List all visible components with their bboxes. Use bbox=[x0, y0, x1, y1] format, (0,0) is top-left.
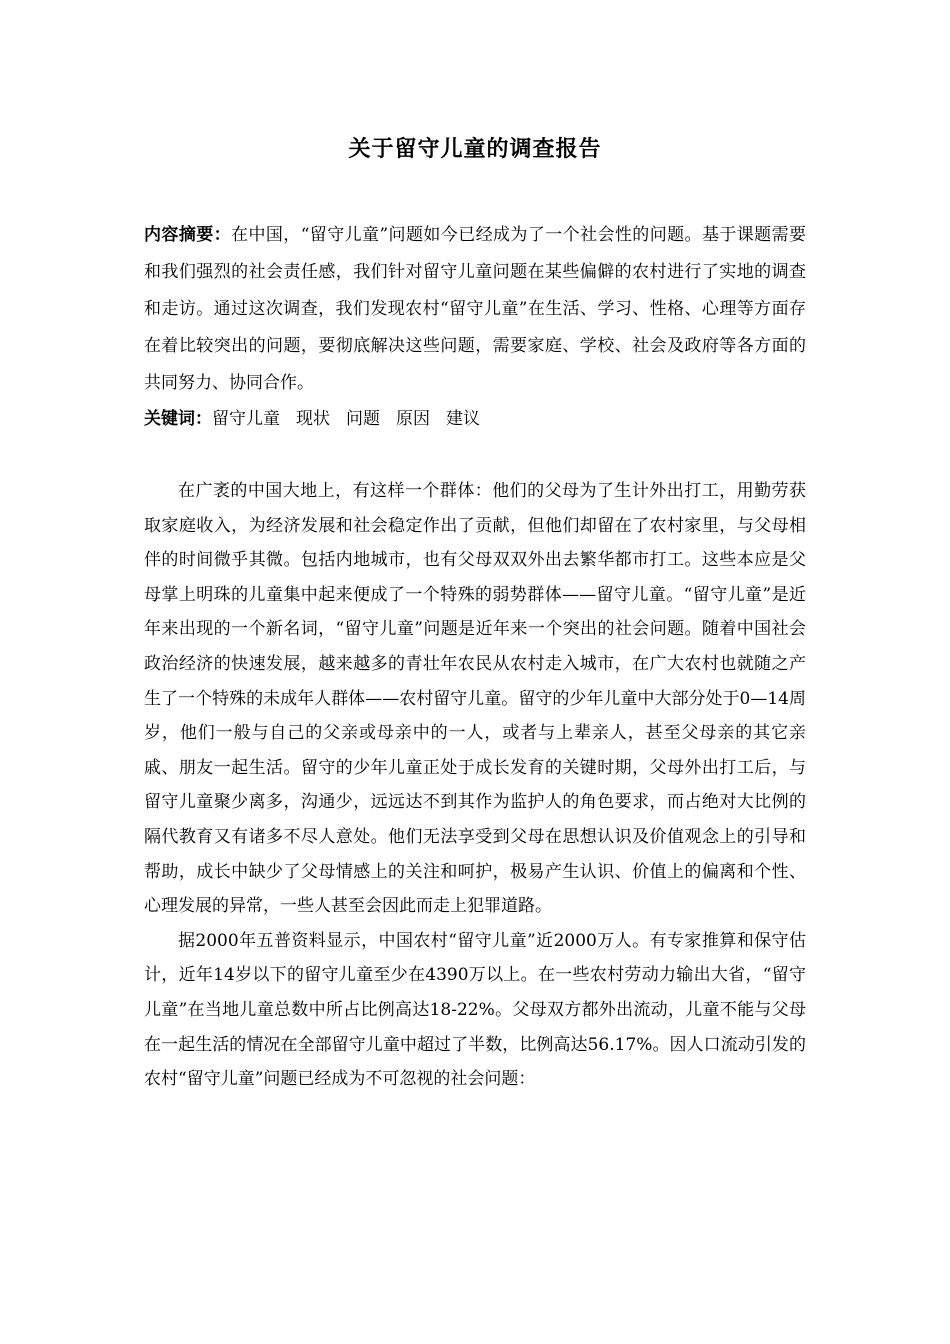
keyword-item: 建议 bbox=[446, 409, 480, 429]
keyword-item: 原因 bbox=[396, 409, 430, 429]
body-text bbox=[144, 474, 806, 1097]
keywords-label: 关键词： bbox=[144, 409, 212, 429]
abstract-text: 在中国，“留守儿童”问题如今已经成为了一个社会性的问题。基于课题需要和我们强烈的社会责任感，我们针对留守儿童问题在某些偏僻的农村进行了实地的调查和走访。通过这次调查，我们发现农村“留守儿童”在生活、学习、性格、心理等方面存在着比较突出的问题，要彻底解决这些问题，需要家庭、学校、社会及政府等各方面的共同努力、协同合作。 bbox=[144, 225, 806, 393]
keywords-section bbox=[144, 401, 806, 438]
body-paragraph: 据2000年五普资料显示，中国农村“留守儿童”近2000万人。有专家推算和保守估计，近年14岁以下的留守儿童至少在4390万以上。在一些农村劳动力输出大省，“留守儿童”在当地儿童总数中所占比例高达18-22%。父母双方都外出流动，儿童不能与父母在一起生活的情况在全部留守儿童中超过了半数，比例高达56.17%。因人口流动引发的农村“留守儿童”问题已经成为不可忽视的社会问题： bbox=[144, 930, 806, 1090]
keyword-item: 问题 bbox=[346, 409, 380, 429]
keyword-item: 现状 bbox=[296, 409, 330, 429]
keyword-item: 留守儿童 bbox=[212, 409, 280, 429]
abstract-section bbox=[144, 217, 806, 402]
body-paragraph: 在广袤的中国大地上，有这样一个群体：他们的父母为了生计外出打工，用勤劳获取家庭收入，为经济发展和社会稳定作出了贡献，但他们却留在了农村家里，与父母相伴的时间微乎其微。包括内地城市，也有父母双双外出去繁华都市打工。这些本应是父母掌上明珠的儿童集中起来便成了一个特殊的弱势群体——留守儿童。“留守儿童”是近年来出现的一个新名词，“留守儿童”问题是近年来一个突出的社会问题。随着中国社会政治经济的快速发展，越来越多的青壮年农民从农村走入城市，在广大农村也就随之产生了一个特殊的未成年人群体——农村留守儿童。留守的少年儿童中大部分处于0—14周岁，他们一般与自己的父亲或母亲中的一人，或者与上辈亲人，甚至父母亲的其它亲戚、朋友一起生活。留守的少年儿童正处于成长发育的关键时期，父母外出打工后，与留守儿童聚少离多，沟通少，远远达不到其作为监护人的角色要求，而占绝对大比例的隔代教育又有诸多不尽人意处。他们无法享受到父母在思想认识及价值观念上的引导和帮助，成长中缺少了父母情感上的关注和呵护，极易产生认识、价值上的偏离和个性、心理发展的异常，一些人甚至会因此而走上犯罪道路。 bbox=[144, 481, 806, 917]
abstract-label: 内容摘要： bbox=[144, 225, 232, 245]
document-title: 关于留守儿童的调查报告 bbox=[348, 137, 602, 162]
